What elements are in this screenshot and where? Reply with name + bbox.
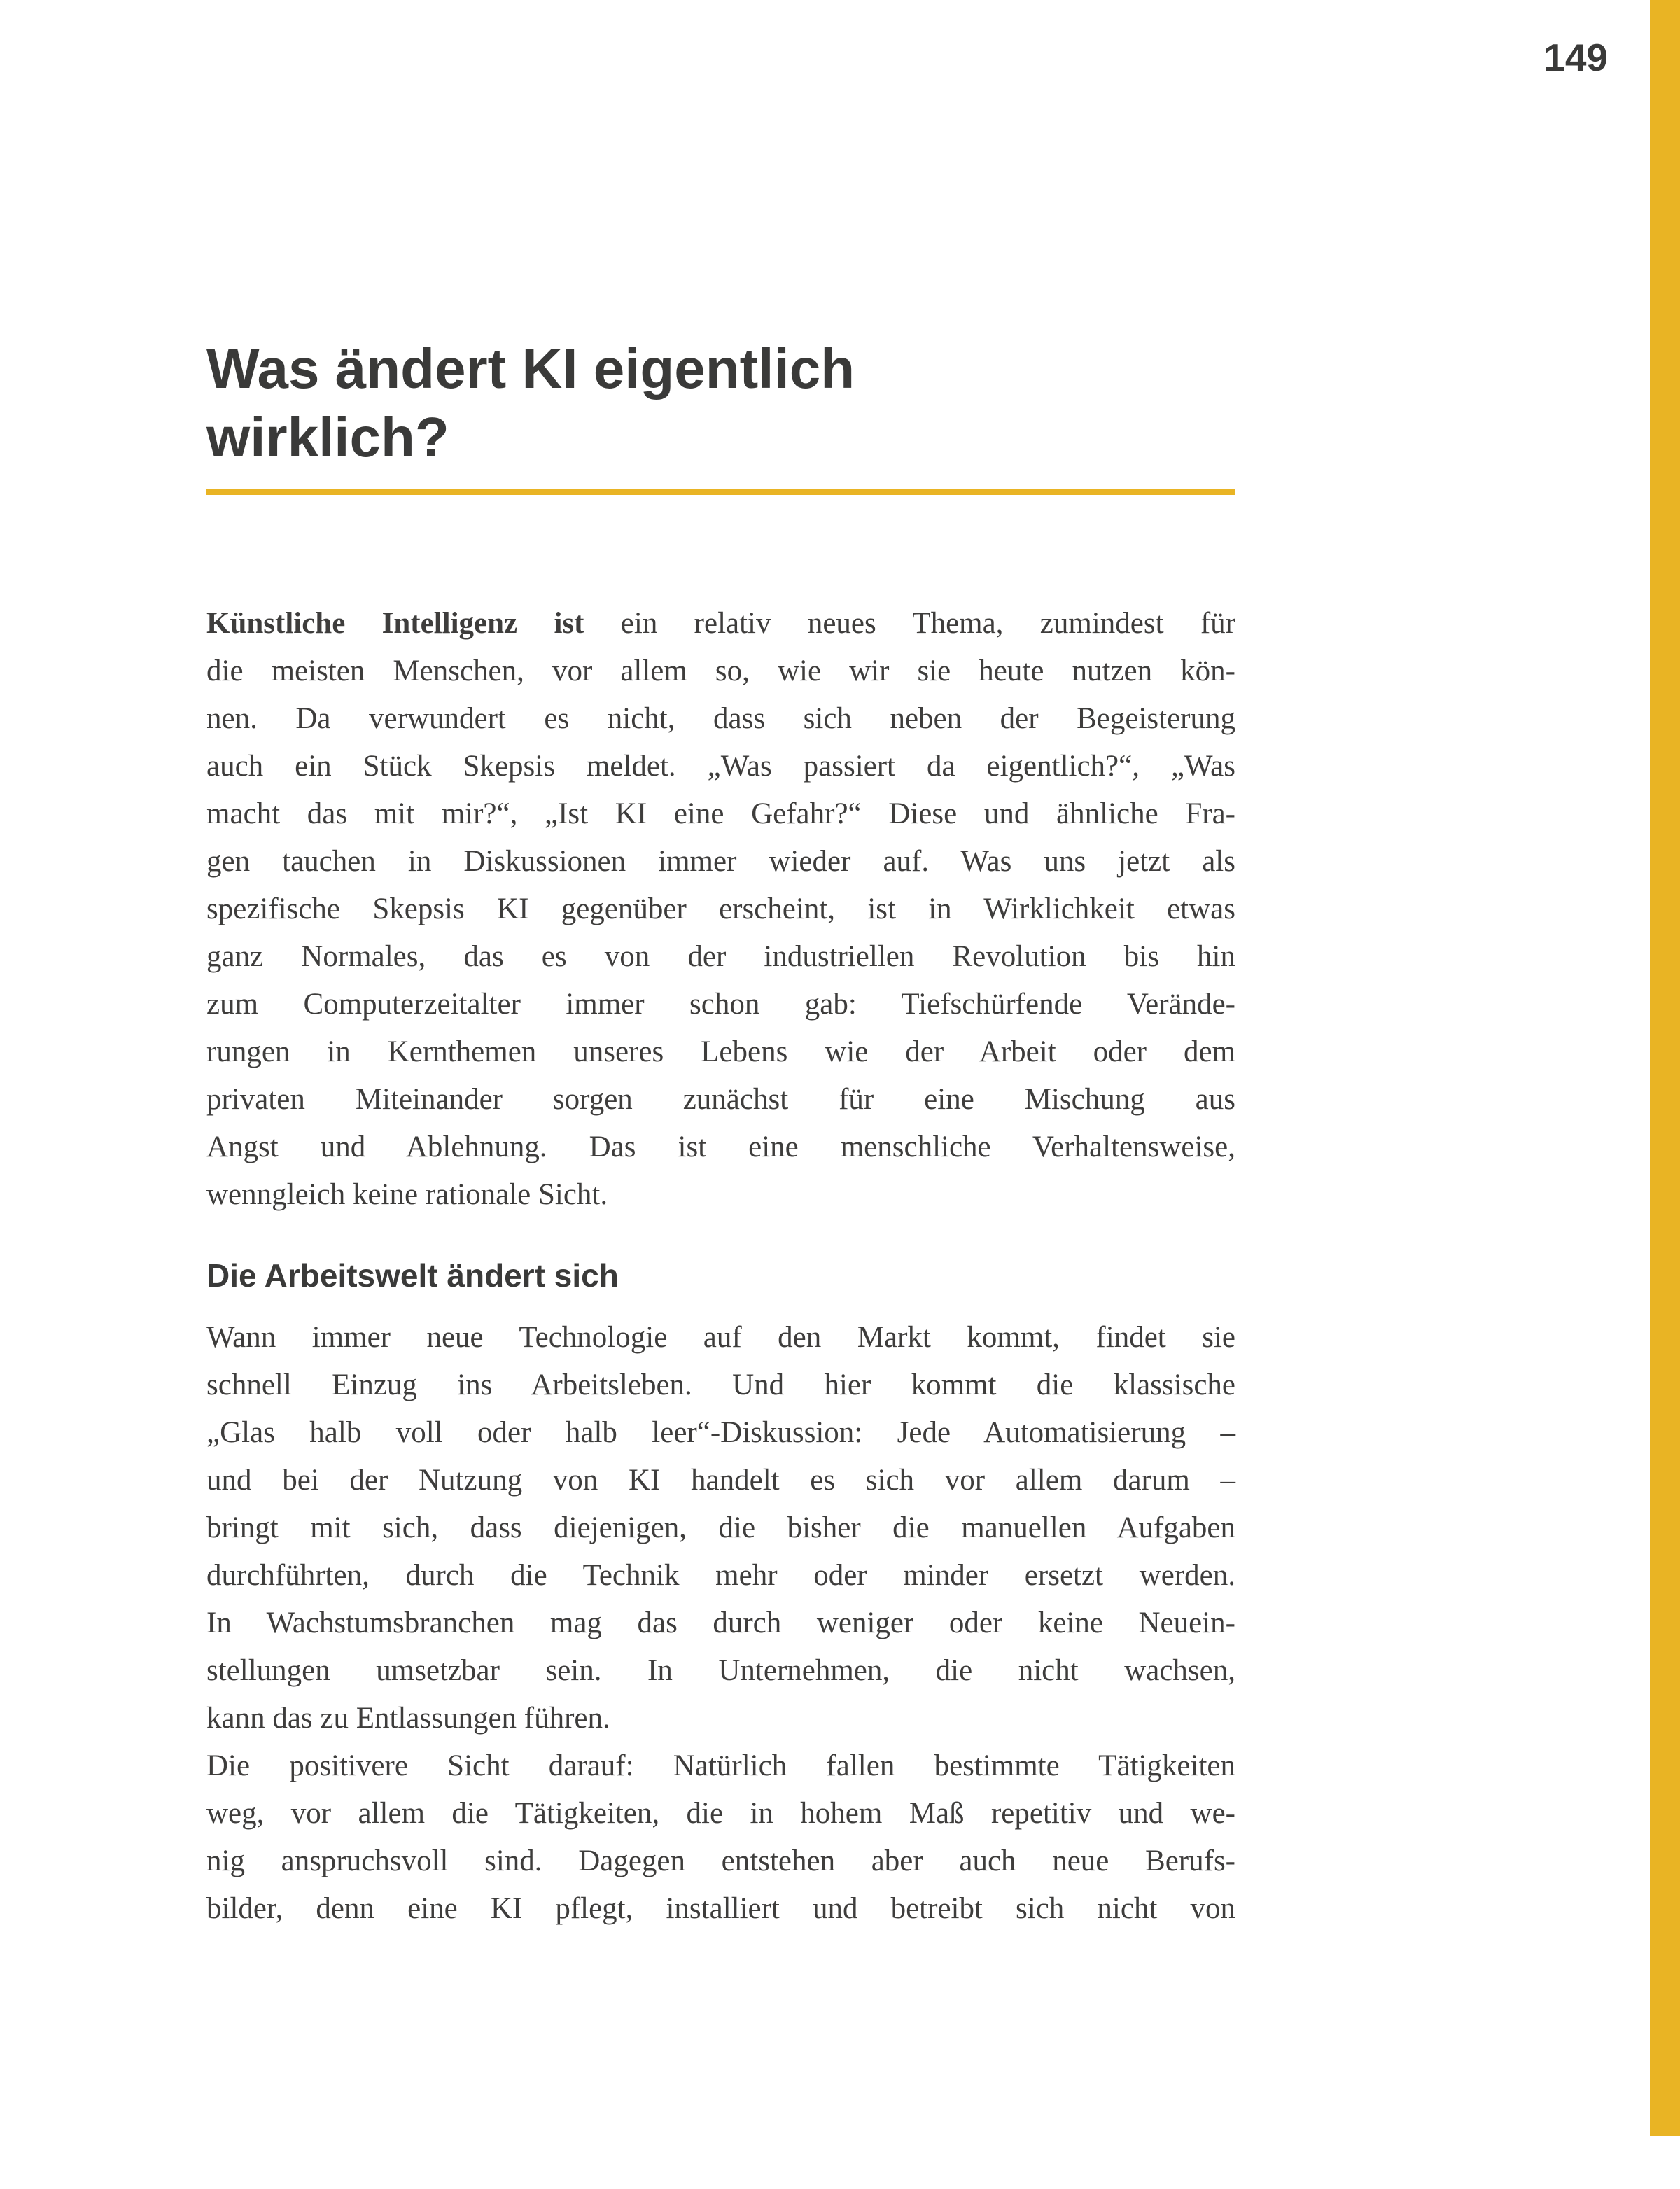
paragraph xyxy=(206,1742,1236,1933)
text-line: zum Computerzeitalter immer schon gab: Tiefschürfende Verände- xyxy=(206,988,1236,1021)
text-line: gen tauchen in Diskussionen immer wieder auf. Was uns jetzt als xyxy=(206,845,1236,878)
text-line: bringt mit sich, dass diejenigen, die bisher die manuellen Aufgaben xyxy=(206,1511,1236,1544)
text-line: privaten Miteinander sorgen zunächst für eine Mischung aus xyxy=(206,1083,1236,1116)
page-content xyxy=(206,335,1236,1933)
text-line: wenngleich keine rationale Sicht. xyxy=(206,1178,608,1211)
text-line: die meisten Menschen, vor allem so, wie wir sie heute nutzen kön- xyxy=(206,655,1236,687)
text-line: „Glas halb voll oder halb leer“-Diskussion: Jede Automatisierung – xyxy=(206,1416,1236,1449)
text-line: bilder, denn eine KI pflegt, installiert und betreibt sich nicht von xyxy=(206,1892,1236,1925)
paragraph xyxy=(206,600,1236,1219)
chapter-title xyxy=(206,335,1236,472)
text-line: spezifische Skepsis KI gegenüber erscheint, ist in Wirklichkeit etwas xyxy=(206,893,1236,925)
page-edge-accent-bar xyxy=(1650,0,1680,2136)
text-line: kann das zu Entlassungen führen. xyxy=(206,1702,610,1735)
text-line: rungen in Kernthemen unseres Lebens wie der Arbeit oder dem xyxy=(206,1035,1236,1068)
text-line: nen. Da verwundert es nicht, dass sich neben der Begeisterung xyxy=(206,702,1236,735)
text-line: auch ein Stück Skepsis meldet. „Was passiert da eigentlich?“, „Was xyxy=(206,750,1236,783)
text-line: Wann immer neue Technologie auf den Markt kommt, findet sie xyxy=(206,1321,1236,1354)
text-line: weg, vor allem die Tätigkeiten, die in hohem Maß repetitiv und we- xyxy=(206,1797,1236,1830)
text-line: Die positivere Sicht darauf: Natürlich fallen bestimmte Tätigkeiten xyxy=(206,1749,1236,1782)
text-line: und bei der Nutzung von KI handelt es sich vor allem darum – xyxy=(206,1464,1236,1497)
chapter-title-line-2: wirklich? xyxy=(206,406,449,468)
text-line: Künstliche Intelligenz ist ein relativ neues Thema, zumindest für xyxy=(206,607,1236,640)
title-underline-rule xyxy=(206,489,1236,495)
text-line: durchführten, durch die Technik mehr oder minder ersetzt werden. xyxy=(206,1559,1236,1592)
paragraph xyxy=(206,1314,1236,1742)
text-line: macht das mit mir?“, „Ist KI eine Gefahr?“ Diese und ähnliche Fra- xyxy=(206,797,1236,830)
text-line: In Wachstumsbranchen mag das durch weniger oder keine Neuein- xyxy=(206,1607,1236,1639)
chapter-title-line-1: Was ändert KI eigentlich xyxy=(206,337,855,400)
body-text xyxy=(206,600,1236,1933)
text-line: stellungen umsetzbar sein. In Unternehmen, die nicht wachsen, xyxy=(206,1654,1236,1687)
page-number: 149 xyxy=(1544,36,1608,79)
text-line: ganz Normales, das es von der industriellen Revolution bis hin xyxy=(206,940,1236,973)
text-line: schnell Einzug ins Arbeitsleben. Und hier kommt die klassische xyxy=(206,1369,1236,1401)
bold-lead-in: Künstliche Intelligenz ist xyxy=(206,607,584,640)
text-line: Angst und Ablehnung. Das ist eine menschliche Verhaltensweise, xyxy=(206,1131,1236,1163)
text-line: nig anspruchsvoll sind. Dagegen entstehen aber auch neue Berufs- xyxy=(206,1845,1236,1877)
section-subheading: Die Arbeitswelt ändert sich xyxy=(206,1257,619,1294)
